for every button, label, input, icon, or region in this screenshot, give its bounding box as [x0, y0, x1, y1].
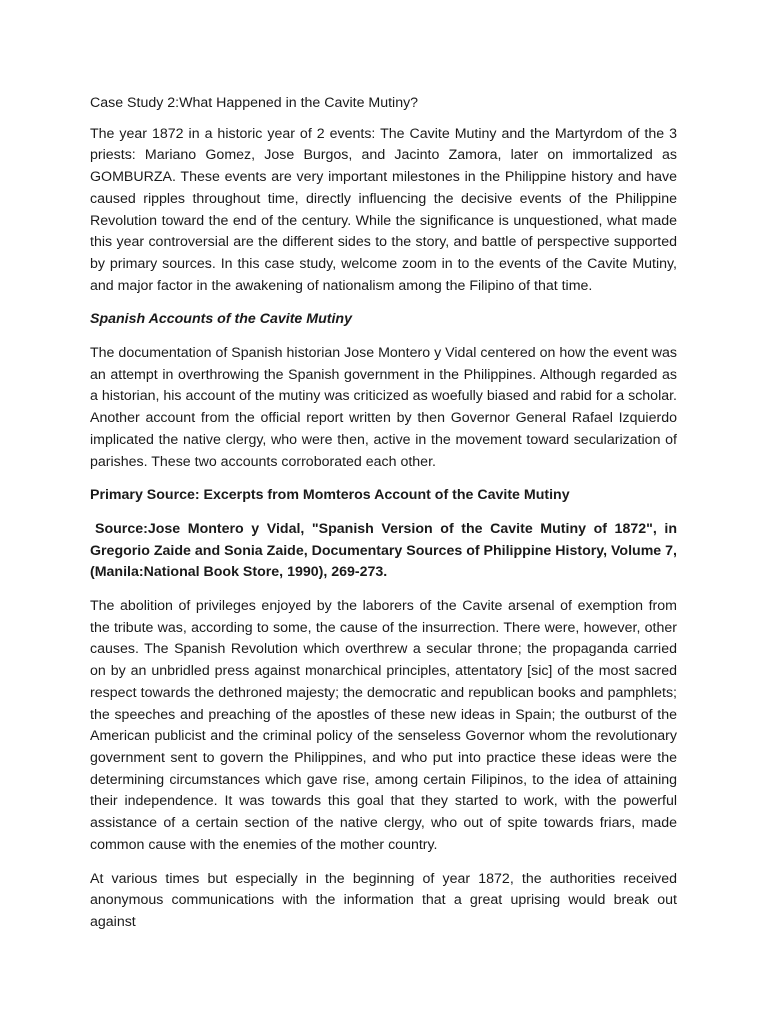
excerpt-paragraph-1: The abolition of privileges enjoyed by the laborers of the Cavite arsenal of exemption from the tribute was, according to some, the cause of the insurrection. There were, however, other causes. The Spanish Revolution which overthrew a secular throne; the propaganda carried on by an unbridled press against monarchical principles, attentatory [sic] of the most sacred respect towards the dethroned majesty; the democratic and republican books and pamphlets; the speeches and preaching of the apostles of these new ideas in Spain; the outburst of the American publicist and the criminal policy of the senseless Governor whom the revolutionary government sent to govern the Philippines, and who put into practice these ideas were the determining circumstances which gave rise, among certain Filipinos, to the idea of attaining their independence. It was towards this goal that they started to work, with the powerful assistance of a certain section of the native clergy, who out of spite towards friars, made common cause with the enemies of the mother country. — [90, 598, 677, 853]
case-study-title: Case Study 2:What Happened in the Cavite Mutiny? — [90, 95, 419, 111]
intro-paragraph: The year 1872 in a historic year of 2 events: The Cavite Mutiny and the Martyrdom of the 3 priests: Mariano Gomez, Jose Burgos, and Jacinto Zamora, later on immortalized as GOMBURZA. These events are very important milestones in the Philippine history and have caused ripples throughout time, directly influencing the decisive events of the Philippine Revolution toward the end of the century. While the significance is unquestioned, what made this year controversial are the different sides to the story, and battle of perspective supported by primary sources. In this case study, welcome zoom in to the events of the Cavite Mutiny, and major factor in the awakening of nationalism among the Filipino of that time. — [90, 125, 677, 294]
source-citation-text: Source:Jose Montero y Vidal, "Spanish Version of the Cavite Mutiny of 1872", in Gregorio Zaide and Sonia Zaide, Documentary Sources of Philippine History, Volume 7, (Manila:National Book Store, 1990), 269-273. — [90, 520, 677, 581]
spanish-accounts-paragraph: The documentation of Spanish historian Jose Montero y Vidal centered on how the event was an attempt in overthrowing the Spanish government in the Philippines. Although regarded as a historian, his account of the mutiny was criticized as woefully biased and rabid for a scholar. Another account from the official report written by then Governor General Rafael Izquierdo implicated the native clergy, who were then, active in the movement toward secularization of parishes. These two accounts corroborated each other. — [90, 345, 677, 470]
primary-source-heading: Primary Source: Excerpts from Momteros Account of the Cavite Mutiny — [90, 487, 570, 504]
spanish-accounts-heading: Spanish Accounts of the Cavite Mutiny — [90, 311, 352, 328]
source-citation — [90, 519, 677, 584]
excerpt-paragraph-2: At various times but especially in the beginning of year 1872, the authorities received anonymous communications with the information that a great uprising would break out against — [90, 870, 677, 930]
document-page — [90, 93, 677, 946]
